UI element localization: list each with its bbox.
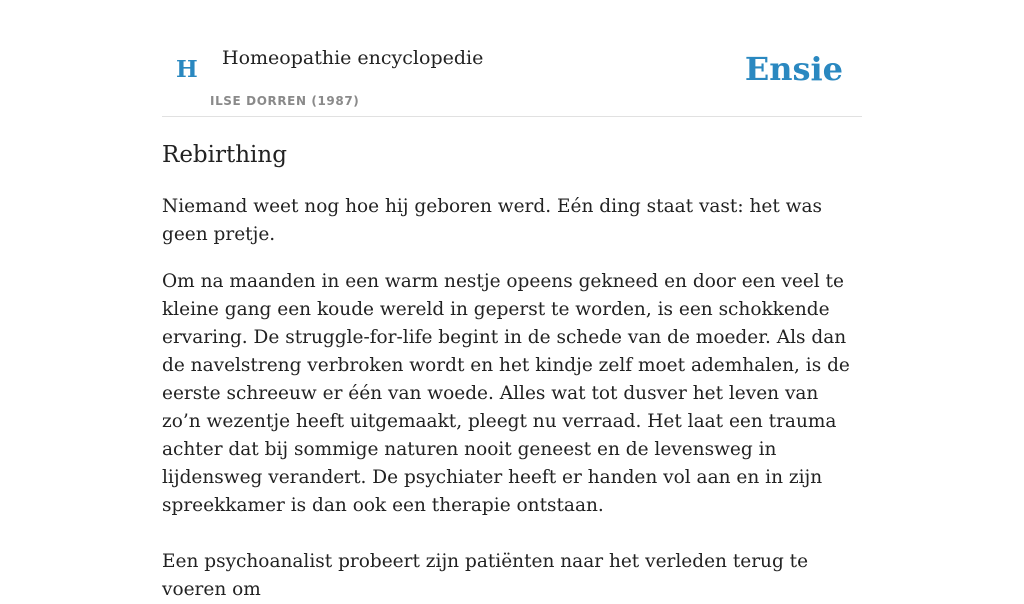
book-author: ILSE DORREN (1987) — [210, 94, 360, 108]
article-paragraph: Om na maanden in een warm nestje opeens gekneed en door een veel te kleine gang een koude wereld in geperst te worden, is een schokkende ervaring. De struggle-for-life begint in de schede van de moeder. Als dan de navelstreng verbroken wordt en het kindje zelf moet ademhalen, is de eerste schreeuw er één van woede. Alles wat tot dusver het leven van zo’n wezentje heeft uitgemaakt, pleegt nu verraad. Het laat een trauma achter dat bij sommige naturen nooit geneest en de levensweg in lijdensweg verandert. De psychiater heeft er handen vol aan en in zijn spreekkamer is dan ook een therapie ontstaan. — [162, 271, 850, 516]
book-title-link[interactable]: Homeopathie encyclopedie — [222, 47, 484, 69]
book-letter-badge[interactable]: H — [176, 56, 198, 83]
article-title: Rebirthing — [162, 142, 287, 168]
article — [162, 117, 862, 604]
ensie-logo-link[interactable]: Ensie — [744, 50, 843, 88]
header — [162, 0, 862, 117]
page — [162, 0, 862, 604]
article-paragraph: Een psychoanalist probeert zijn patiënten naar het verleden terug te voeren om — [162, 551, 809, 600]
article-paragraph: Niemand weet nog hoe hij geboren werd. Eén ding staat vast: het was geen pretje. — [162, 196, 823, 245]
